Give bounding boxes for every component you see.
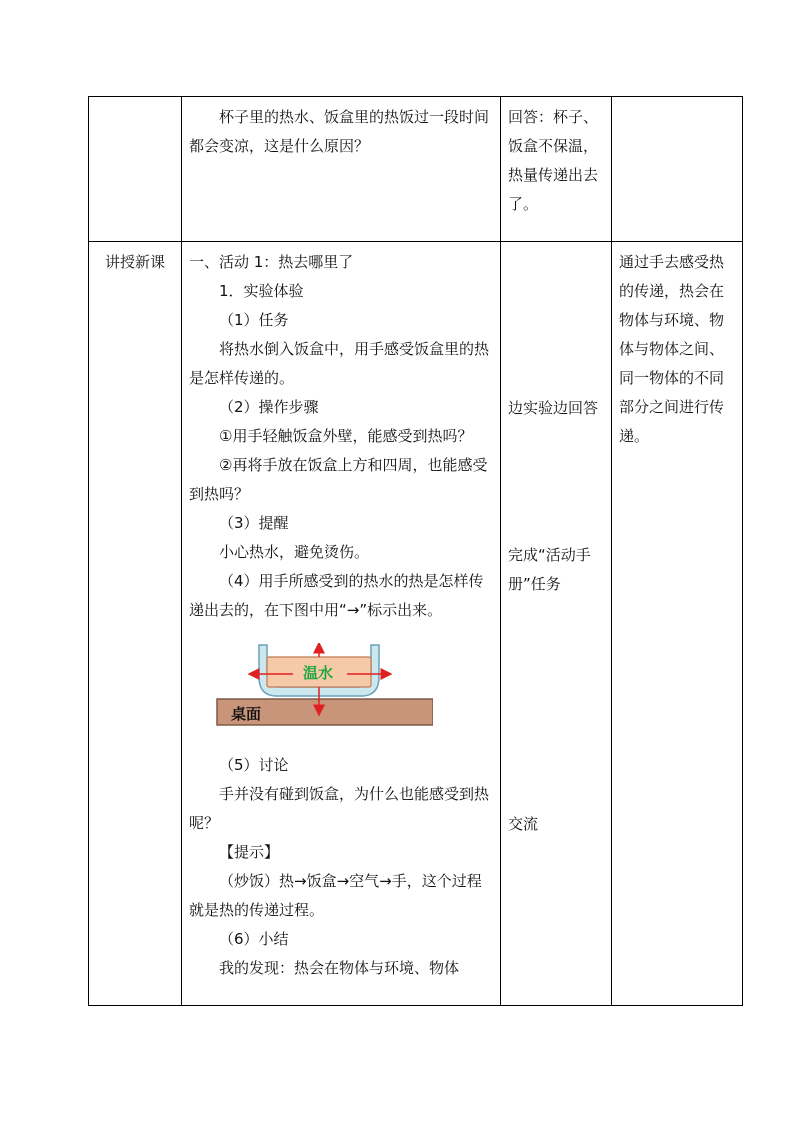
steps-title: （2）操作步骤 [219, 398, 319, 416]
summary-title: （6）小结 [219, 930, 289, 948]
task-text: 将热水倒入饭盒中，用手感受饭盒里的热是怎样传递的。 [189, 340, 490, 387]
intro-answer: 回答：杯子、饭盒不保温，热量传递出去了。 [508, 108, 599, 213]
task-title: （1）任务 [219, 311, 289, 329]
question-4: （4）用手所感受到的热水的热是怎样传递出去的，在下图中用“→”标示出来。 [189, 572, 484, 619]
stage-cell-empty [89, 97, 182, 242]
intro-question: 杯子里的热水、饭盒里的热饭过一段时间都会变凉，这是什么原因？ [189, 108, 490, 155]
student-activity-cell [501, 242, 612, 1006]
student-answer-2: 完成“活动手册”任务 [508, 546, 591, 593]
teacher-activity-cell [182, 242, 501, 1006]
section-title: 1．实验体验 [219, 282, 304, 300]
table-row [89, 97, 743, 242]
heat-transfer-diagram [213, 643, 433, 741]
step-1: ①用手轻触饭盒外壁，能感受到热吗？ [219, 427, 473, 445]
stage-cell [89, 242, 182, 1006]
design-intent-cell-empty [612, 97, 743, 242]
summary-text: 我的发现：热会在物体与环境、物体 [219, 959, 460, 977]
student-answer-3: 交流 [508, 815, 539, 833]
activity-heading: 一、活动 1：热去哪里了 [189, 253, 354, 271]
student-answer-1: 边实验边回答 [508, 399, 599, 417]
hint-title: 【提示】 [219, 843, 280, 861]
remind-title: （3）提醒 [219, 514, 289, 532]
table-label: 桌面 [231, 706, 262, 723]
stage-label: 讲授新课 [104, 253, 165, 271]
step-2: ②再将手放在饭盒上方和四周，也能感受到热吗？ [189, 456, 488, 503]
discuss-title: （5）讨论 [219, 756, 289, 774]
lesson-plan-table [88, 96, 743, 1006]
water-label: 温水 [303, 665, 334, 682]
student-activity-cell [501, 97, 612, 242]
discuss-text: 手并没有碰到饭盒，为什么也能感受到热呢？ [189, 785, 490, 832]
hint-text: （炒饭）热→饭盒→空气→手，这个过程就是热的传递过程。 [189, 872, 482, 919]
teacher-activity-cell [182, 97, 501, 242]
design-intent-cell [612, 242, 743, 1006]
table-row [89, 242, 743, 1006]
design-intent-text: 通过手去感受热的传递，热会在物体与环境、物体与物体之间、同一物体的不同部分之间进行传递。 [619, 253, 725, 445]
remind-text: 小心热水，避免烫伤。 [219, 543, 370, 561]
